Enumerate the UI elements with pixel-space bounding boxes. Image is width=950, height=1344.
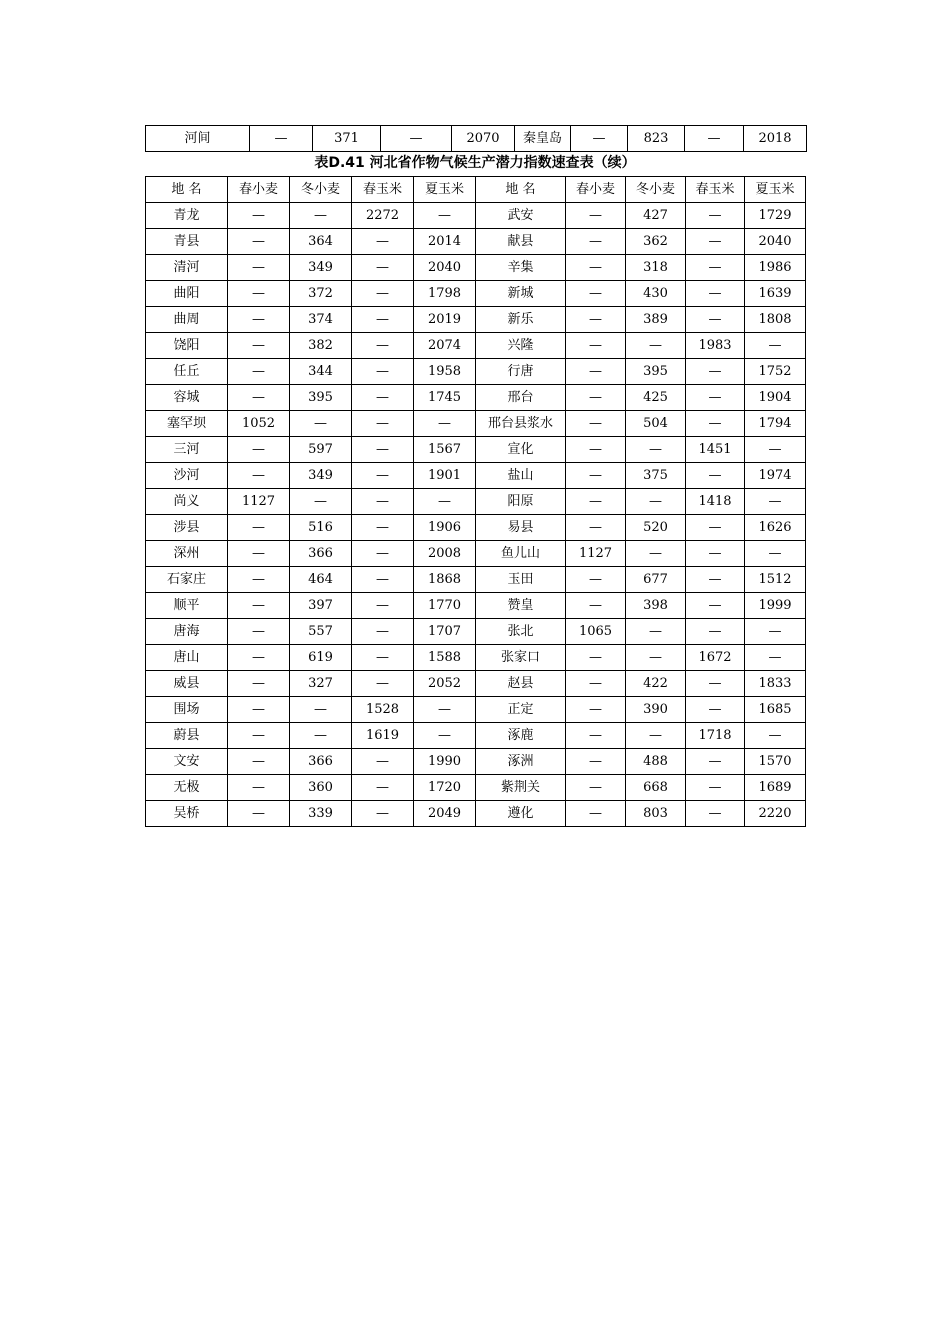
place-name-cell: 涿鹿 xyxy=(476,723,566,749)
place-name-cell: 威县 xyxy=(146,671,228,697)
value-cell: 1707 xyxy=(414,619,476,645)
table-row xyxy=(146,255,806,281)
value-cell: 2220 xyxy=(745,801,806,827)
table-row xyxy=(146,229,806,255)
value-cell: — xyxy=(566,229,626,255)
cell: 秦皇岛 xyxy=(515,126,571,152)
place-name-cell: 吴桥 xyxy=(146,801,228,827)
table-row xyxy=(146,567,806,593)
value-cell: 425 xyxy=(626,385,686,411)
value-cell: 803 xyxy=(626,801,686,827)
table-row xyxy=(146,749,806,775)
value-cell: 2074 xyxy=(414,333,476,359)
value-cell: 364 xyxy=(290,229,352,255)
table-row xyxy=(146,775,806,801)
value-cell: 619 xyxy=(290,645,352,671)
place-name-cell: 文安 xyxy=(146,749,228,775)
value-cell: — xyxy=(228,333,290,359)
value-cell: 1127 xyxy=(566,541,626,567)
value-cell: 2040 xyxy=(414,255,476,281)
value-cell: — xyxy=(414,723,476,749)
place-name-cell: 赞皇 xyxy=(476,593,566,619)
value-cell: — xyxy=(352,411,414,437)
place-name-cell: 唐山 xyxy=(146,645,228,671)
value-cell: — xyxy=(686,385,745,411)
value-cell: — xyxy=(290,723,352,749)
value-cell: — xyxy=(228,619,290,645)
place-name-cell: 献县 xyxy=(476,229,566,255)
value-cell: — xyxy=(228,229,290,255)
value-cell: — xyxy=(414,411,476,437)
place-name-cell: 辛集 xyxy=(476,255,566,281)
value-cell: 1588 xyxy=(414,645,476,671)
place-name-cell: 涿洲 xyxy=(476,749,566,775)
value-cell: — xyxy=(228,593,290,619)
value-cell: 360 xyxy=(290,775,352,801)
column-header: 春玉米 xyxy=(686,177,745,203)
value-cell: — xyxy=(352,255,414,281)
table-row xyxy=(146,203,806,229)
value-cell: — xyxy=(228,359,290,385)
place-name-cell: 赵县 xyxy=(476,671,566,697)
value-cell: — xyxy=(686,697,745,723)
value-cell: — xyxy=(686,567,745,593)
place-name-cell: 容城 xyxy=(146,385,228,411)
cell: 2018 xyxy=(744,126,807,152)
value-cell: 488 xyxy=(626,749,686,775)
table-caption: 表D.41 河北省作物气候生产潜力指数速查表（续） xyxy=(314,155,636,171)
value-cell: 2014 xyxy=(414,229,476,255)
value-cell: 1904 xyxy=(745,385,806,411)
value-cell: — xyxy=(686,411,745,437)
value-cell: — xyxy=(566,307,626,333)
value-cell: — xyxy=(352,281,414,307)
value-cell: — xyxy=(566,697,626,723)
value-cell: — xyxy=(352,645,414,671)
value-cell: — xyxy=(352,489,414,515)
value-cell: 2052 xyxy=(414,671,476,697)
value-cell: — xyxy=(626,437,686,463)
place-name-cell: 玉田 xyxy=(476,567,566,593)
cell: 823 xyxy=(628,126,685,152)
value-cell: — xyxy=(414,489,476,515)
value-cell: 504 xyxy=(626,411,686,437)
value-cell: 390 xyxy=(626,697,686,723)
value-cell: — xyxy=(626,333,686,359)
value-cell: — xyxy=(566,515,626,541)
value-cell: 1986 xyxy=(745,255,806,281)
place-name-cell: 曲阳 xyxy=(146,281,228,307)
value-cell: — xyxy=(352,515,414,541)
value-cell: — xyxy=(228,281,290,307)
value-cell: 1752 xyxy=(745,359,806,385)
value-cell: 344 xyxy=(290,359,352,385)
value-cell: 1983 xyxy=(686,333,745,359)
value-cell: 366 xyxy=(290,541,352,567)
place-name-cell: 遵化 xyxy=(476,801,566,827)
place-name-cell: 新乐 xyxy=(476,307,566,333)
value-cell: — xyxy=(745,333,806,359)
value-cell: 1718 xyxy=(686,723,745,749)
value-cell: — xyxy=(566,645,626,671)
value-cell: — xyxy=(414,697,476,723)
value-cell: — xyxy=(352,229,414,255)
value-cell: — xyxy=(745,541,806,567)
value-cell: 1720 xyxy=(414,775,476,801)
place-name-cell: 石家庄 xyxy=(146,567,228,593)
column-header: 地 名 xyxy=(146,177,228,203)
value-cell: — xyxy=(566,203,626,229)
place-name-cell: 深州 xyxy=(146,541,228,567)
table-row xyxy=(146,619,806,645)
value-cell: — xyxy=(228,541,290,567)
value-cell: — xyxy=(566,463,626,489)
value-cell: 1906 xyxy=(414,515,476,541)
value-cell: 1570 xyxy=(745,749,806,775)
value-cell: 1052 xyxy=(228,411,290,437)
value-cell: 516 xyxy=(290,515,352,541)
value-cell: — xyxy=(566,723,626,749)
value-cell: — xyxy=(352,775,414,801)
continued-table-row xyxy=(145,125,807,152)
value-cell: — xyxy=(352,541,414,567)
value-cell: — xyxy=(352,749,414,775)
place-name-cell: 易县 xyxy=(476,515,566,541)
value-cell: — xyxy=(686,619,745,645)
value-cell: 1833 xyxy=(745,671,806,697)
header-row xyxy=(146,177,806,203)
place-name-cell: 唐海 xyxy=(146,619,228,645)
value-cell: — xyxy=(686,593,745,619)
place-name-cell: 饶阳 xyxy=(146,333,228,359)
value-cell: — xyxy=(228,307,290,333)
value-cell: — xyxy=(686,359,745,385)
column-header: 春小麦 xyxy=(566,177,626,203)
value-cell: — xyxy=(228,567,290,593)
value-cell: — xyxy=(290,411,352,437)
value-cell: 1794 xyxy=(745,411,806,437)
value-cell: — xyxy=(626,723,686,749)
value-cell: — xyxy=(626,619,686,645)
place-name-cell: 新城 xyxy=(476,281,566,307)
value-cell: 1127 xyxy=(228,489,290,515)
value-cell: 2019 xyxy=(414,307,476,333)
table-row xyxy=(146,307,806,333)
place-name-cell: 行唐 xyxy=(476,359,566,385)
place-name-cell: 顺平 xyxy=(146,593,228,619)
table-row xyxy=(146,801,806,827)
place-name-cell: 蔚县 xyxy=(146,723,228,749)
place-name-cell: 盐山 xyxy=(476,463,566,489)
column-header: 春玉米 xyxy=(352,177,414,203)
value-cell: — xyxy=(228,723,290,749)
value-cell: — xyxy=(352,619,414,645)
value-cell: 1770 xyxy=(414,593,476,619)
value-cell: 389 xyxy=(626,307,686,333)
table-row xyxy=(146,126,807,152)
value-cell: — xyxy=(228,645,290,671)
table-row xyxy=(146,489,806,515)
value-cell: — xyxy=(566,671,626,697)
place-name-cell: 邢台 xyxy=(476,385,566,411)
value-cell: — xyxy=(566,359,626,385)
value-cell: — xyxy=(626,645,686,671)
value-cell: 2008 xyxy=(414,541,476,567)
value-cell: 1974 xyxy=(745,463,806,489)
value-cell: — xyxy=(686,229,745,255)
value-cell: 1639 xyxy=(745,281,806,307)
value-cell: — xyxy=(228,437,290,463)
table-row xyxy=(146,593,806,619)
value-cell: — xyxy=(352,567,414,593)
value-cell: — xyxy=(745,489,806,515)
value-cell: 382 xyxy=(290,333,352,359)
value-cell: 1619 xyxy=(352,723,414,749)
value-cell: — xyxy=(228,671,290,697)
value-cell: — xyxy=(352,307,414,333)
place-name-cell: 任丘 xyxy=(146,359,228,385)
column-header: 地 名 xyxy=(476,177,566,203)
value-cell: — xyxy=(352,437,414,463)
value-cell: 398 xyxy=(626,593,686,619)
place-name-cell: 阳原 xyxy=(476,489,566,515)
cell: 371 xyxy=(313,126,381,152)
value-cell: 1451 xyxy=(686,437,745,463)
table-row xyxy=(146,697,806,723)
value-cell: — xyxy=(352,671,414,697)
value-cell: 375 xyxy=(626,463,686,489)
place-name-cell: 尚义 xyxy=(146,489,228,515)
value-cell: — xyxy=(566,255,626,281)
cell: — xyxy=(250,126,313,152)
table-row xyxy=(146,645,806,671)
place-name-cell: 武安 xyxy=(476,203,566,229)
place-name-cell: 无极 xyxy=(146,775,228,801)
value-cell: — xyxy=(228,203,290,229)
place-name-cell: 正定 xyxy=(476,697,566,723)
value-cell: 395 xyxy=(290,385,352,411)
place-name-cell: 宣化 xyxy=(476,437,566,463)
place-name-cell: 张北 xyxy=(476,619,566,645)
value-cell: 1418 xyxy=(686,489,745,515)
place-name-cell: 涉县 xyxy=(146,515,228,541)
cell: 2070 xyxy=(452,126,515,152)
value-cell: — xyxy=(626,489,686,515)
place-name-cell: 兴隆 xyxy=(476,333,566,359)
value-cell: — xyxy=(228,255,290,281)
value-cell: — xyxy=(228,385,290,411)
value-cell: 1065 xyxy=(566,619,626,645)
value-cell: — xyxy=(745,645,806,671)
value-cell: 1798 xyxy=(414,281,476,307)
value-cell: 349 xyxy=(290,255,352,281)
value-cell: — xyxy=(686,541,745,567)
value-cell: 327 xyxy=(290,671,352,697)
value-cell: — xyxy=(686,671,745,697)
value-cell: 1567 xyxy=(414,437,476,463)
value-cell: 1685 xyxy=(745,697,806,723)
value-cell: — xyxy=(686,255,745,281)
value-cell: 374 xyxy=(290,307,352,333)
value-cell: 2272 xyxy=(352,203,414,229)
value-cell: 1868 xyxy=(414,567,476,593)
value-cell: 427 xyxy=(626,203,686,229)
value-cell: — xyxy=(352,359,414,385)
place-name-cell: 三河 xyxy=(146,437,228,463)
table-row xyxy=(146,437,806,463)
value-cell: — xyxy=(566,749,626,775)
column-header: 冬小麦 xyxy=(290,177,352,203)
value-cell: — xyxy=(228,463,290,489)
value-cell: 2040 xyxy=(745,229,806,255)
value-cell: 1901 xyxy=(414,463,476,489)
value-cell: — xyxy=(290,697,352,723)
value-cell: 397 xyxy=(290,593,352,619)
value-cell: — xyxy=(566,281,626,307)
table-row xyxy=(146,411,806,437)
value-cell: 1729 xyxy=(745,203,806,229)
place-name-cell: 青龙 xyxy=(146,203,228,229)
value-cell: 1689 xyxy=(745,775,806,801)
value-cell: 557 xyxy=(290,619,352,645)
table-row xyxy=(146,671,806,697)
place-name-cell: 清河 xyxy=(146,255,228,281)
value-cell: — xyxy=(745,723,806,749)
value-cell: 597 xyxy=(290,437,352,463)
cell: — xyxy=(571,126,628,152)
value-cell: 464 xyxy=(290,567,352,593)
value-cell: — xyxy=(626,541,686,567)
value-cell: — xyxy=(566,333,626,359)
value-cell: 1958 xyxy=(414,359,476,385)
place-name-cell: 围场 xyxy=(146,697,228,723)
value-cell: 372 xyxy=(290,281,352,307)
value-cell: — xyxy=(745,619,806,645)
column-header: 夏玉米 xyxy=(745,177,806,203)
column-header: 春小麦 xyxy=(228,177,290,203)
value-cell: 1999 xyxy=(745,593,806,619)
table-row xyxy=(146,541,806,567)
place-name-cell: 鱼儿山 xyxy=(476,541,566,567)
value-cell: — xyxy=(290,489,352,515)
value-cell: — xyxy=(566,385,626,411)
value-cell: — xyxy=(290,203,352,229)
table-row xyxy=(146,359,806,385)
value-cell: — xyxy=(228,697,290,723)
value-cell: 1672 xyxy=(686,645,745,671)
value-cell: 1990 xyxy=(414,749,476,775)
table-row xyxy=(146,723,806,749)
data-table xyxy=(145,176,806,827)
value-cell: — xyxy=(566,567,626,593)
value-cell: 349 xyxy=(290,463,352,489)
value-cell: 1626 xyxy=(745,515,806,541)
value-cell: — xyxy=(352,385,414,411)
value-cell: 2049 xyxy=(414,801,476,827)
value-cell: 339 xyxy=(290,801,352,827)
value-cell: — xyxy=(686,203,745,229)
cell: — xyxy=(685,126,744,152)
value-cell: 520 xyxy=(626,515,686,541)
column-header: 夏玉米 xyxy=(414,177,476,203)
table-row xyxy=(146,333,806,359)
value-cell: — xyxy=(686,307,745,333)
value-cell: — xyxy=(566,411,626,437)
value-cell: — xyxy=(352,333,414,359)
value-cell: — xyxy=(686,463,745,489)
value-cell: — xyxy=(566,489,626,515)
value-cell: — xyxy=(414,203,476,229)
value-cell: — xyxy=(686,749,745,775)
value-cell: — xyxy=(228,515,290,541)
value-cell: — xyxy=(228,749,290,775)
value-cell: — xyxy=(566,593,626,619)
value-cell: — xyxy=(566,775,626,801)
place-name-cell: 紫荆关 xyxy=(476,775,566,801)
value-cell: 668 xyxy=(626,775,686,801)
table-row xyxy=(146,281,806,307)
table-body xyxy=(146,203,806,827)
value-cell: 430 xyxy=(626,281,686,307)
value-cell: — xyxy=(686,281,745,307)
value-cell: 362 xyxy=(626,229,686,255)
value-cell: 677 xyxy=(626,567,686,593)
table-row xyxy=(146,515,806,541)
value-cell: — xyxy=(352,463,414,489)
value-cell: — xyxy=(686,515,745,541)
value-cell: — xyxy=(228,775,290,801)
value-cell: 395 xyxy=(626,359,686,385)
table-row xyxy=(146,385,806,411)
value-cell: 318 xyxy=(626,255,686,281)
value-cell: — xyxy=(745,437,806,463)
value-cell: — xyxy=(352,593,414,619)
table-row xyxy=(146,463,806,489)
place-name-cell: 青县 xyxy=(146,229,228,255)
value-cell: 422 xyxy=(626,671,686,697)
value-cell: — xyxy=(566,801,626,827)
place-name-cell: 邢台县浆水 xyxy=(476,411,566,437)
place-name-cell: 塞罕坝 xyxy=(146,411,228,437)
cell: 河间 xyxy=(146,126,250,152)
value-cell: — xyxy=(566,437,626,463)
value-cell: 1808 xyxy=(745,307,806,333)
place-name-cell: 沙河 xyxy=(146,463,228,489)
value-cell: 366 xyxy=(290,749,352,775)
value-cell: — xyxy=(228,801,290,827)
place-name-cell: 张家口 xyxy=(476,645,566,671)
value-cell: 1528 xyxy=(352,697,414,723)
value-cell: 1512 xyxy=(745,567,806,593)
cell: — xyxy=(381,126,452,152)
place-name-cell: 曲周 xyxy=(146,307,228,333)
value-cell: 1745 xyxy=(414,385,476,411)
value-cell: — xyxy=(352,801,414,827)
value-cell: — xyxy=(686,801,745,827)
value-cell: — xyxy=(686,775,745,801)
column-header: 冬小麦 xyxy=(626,177,686,203)
